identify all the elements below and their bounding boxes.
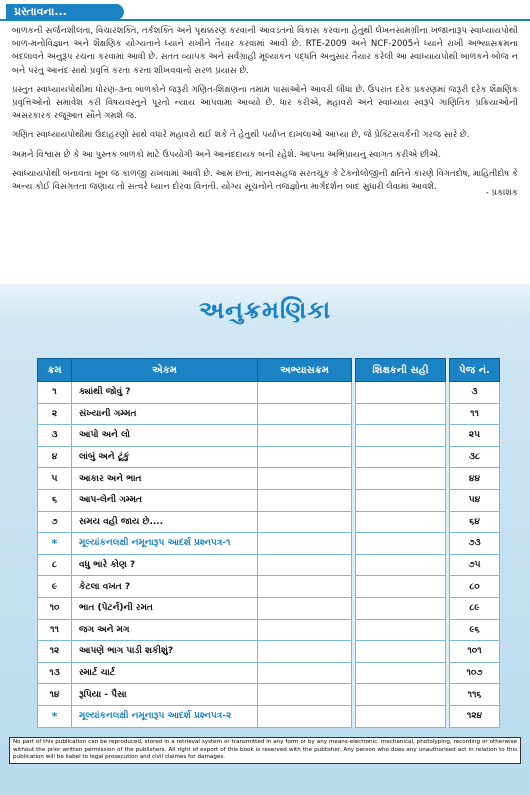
row-syllabus xyxy=(258,576,352,598)
row-teacher-sign xyxy=(356,511,446,533)
row-page-no: ૩૮ xyxy=(450,446,500,468)
table-row xyxy=(38,597,500,619)
row-teacher-sign xyxy=(356,705,446,727)
row-page-no: ૧૧ xyxy=(450,403,500,425)
row-page-no: ૧૦૭ xyxy=(450,662,500,684)
row-syllabus xyxy=(258,597,352,619)
row-number: ૧૩ xyxy=(38,662,72,684)
row-number: ૨ xyxy=(38,403,72,425)
row-unit: આપો અને લો xyxy=(72,425,258,447)
table-row xyxy=(38,619,500,641)
copyright-notice: No part of this publication can be reproduced, stored in a retrieval system or transmitted in any form or by any means-electronic, mechanical, photolyping, recording or otherwise without the prior written permission of the publishers. All right of export of this book is reserved with the publisher. Any person who does any unauthorised act in relation to this publication will be liabel to legal prosecution and civil claimes for damages. xyxy=(9,737,521,764)
row-teacher-sign xyxy=(356,662,446,684)
row-page-no: ૯૬ xyxy=(450,619,500,641)
row-syllabus xyxy=(258,684,352,706)
row-teacher-sign xyxy=(356,684,446,706)
row-page-no: ૬૪ xyxy=(450,511,500,533)
row-unit: સ્માર્ટ ચાર્ટ xyxy=(72,662,258,684)
row-syllabus xyxy=(258,425,352,447)
row-page-no: ૭૫ xyxy=(450,554,500,576)
row-teacher-sign xyxy=(356,576,446,598)
row-syllabus xyxy=(258,705,352,727)
row-number: * xyxy=(38,533,72,555)
row-unit: આપણે ભાગ પાડી શકીશું? xyxy=(72,641,258,663)
row-syllabus xyxy=(258,533,352,555)
header-unit: એકમ xyxy=(72,359,258,382)
row-teacher-sign xyxy=(356,382,446,404)
row-number: ૧૨ xyxy=(38,641,72,663)
row-number: ૧૧ xyxy=(38,619,72,641)
row-teacher-sign xyxy=(356,597,446,619)
row-syllabus xyxy=(258,446,352,468)
row-syllabus xyxy=(258,489,352,511)
preface-paragraph-2: પ્રસ્તુત સ્વાધ્યાયપોથીમાં ધોરણ-૩ના બાળકોને જરૂરી ગણિત-શિક્ષણના તમામ પાસાંઓને આવરી લીધાં છે. ઉપરાંત દરેક પ્રકરણમાં જરૂરી દરેક શૈક્ષણિક પ્રવૃત્તિઓનો સમાવેશ કરી વિષયવસ્તુને પૂરતો ન્યાય આપવામાં આવ્યો છે. ધાર કરીએ, મહાવરો અને સ્વાધ્યાય સ્વરૂપે ગાણિતિક પ્રક્રિયાઓની અસરકારક રજૂઆત સૌને ગમશે જ. xyxy=(12,84,518,122)
row-syllabus xyxy=(258,662,352,684)
table-row xyxy=(38,425,500,447)
row-number: ૩ xyxy=(38,425,72,447)
index-title: અનુક્રમણિકા xyxy=(198,296,332,324)
row-number: * xyxy=(38,705,72,727)
index-body xyxy=(38,382,500,728)
table-row xyxy=(38,662,500,684)
preface-section xyxy=(12,25,518,206)
preface-signature: - પ્રકાશક xyxy=(485,188,518,199)
table-row xyxy=(38,554,500,576)
row-teacher-sign xyxy=(356,468,446,490)
row-unit: મૂલ્યાંકનલક્ષી નમૂનારૂપ આદર્શ પ્રશ્નપત્ર-૧ xyxy=(72,533,258,555)
preface-divider xyxy=(0,19,530,21)
row-teacher-sign xyxy=(356,619,446,641)
header-teacher-sign: શિક્ષકની સહી xyxy=(356,359,446,382)
row-page-no: ૪૪ xyxy=(450,468,500,490)
table-row xyxy=(38,382,500,404)
row-teacher-sign xyxy=(356,446,446,468)
index-table xyxy=(37,358,500,728)
row-syllabus xyxy=(258,403,352,425)
row-unit: લાંબું અને ટૂંકું xyxy=(72,446,258,468)
row-number: ૬ xyxy=(38,489,72,511)
row-number: ૭ xyxy=(38,511,72,533)
table-row xyxy=(38,576,500,598)
row-unit: મૂલ્યાંકનલક્ષી નમૂનારૂપ આદર્શ પ્રશ્નપત્ર-૨ xyxy=(72,705,258,727)
preface-paragraph-4: અમને વિશ્વાસ છે કે આ પુસ્તક બાળકો માટે ઉપયોગી અને આનંદદાયક બની રહેશે. આપના અભિપ્રાયનું સ્વાગત કરીએ છીએ. xyxy=(12,149,441,160)
row-unit: વધુ ભારે કોણ ? xyxy=(72,554,258,576)
table-row xyxy=(38,511,500,533)
row-page-no: ૮૦ xyxy=(450,576,500,598)
row-page-no: ૧૧૬ xyxy=(450,684,500,706)
row-syllabus xyxy=(258,468,352,490)
row-page-no: ૧૦૧ xyxy=(450,641,500,663)
row-page-no: ૩ xyxy=(450,382,500,404)
row-teacher-sign xyxy=(356,641,446,663)
table-row xyxy=(38,705,500,727)
row-unit: કેટલા વખત ? xyxy=(72,576,258,598)
header-page-no: પેજ નં. xyxy=(450,359,500,382)
table-row xyxy=(38,468,500,490)
table-row xyxy=(38,446,500,468)
row-teacher-sign xyxy=(356,403,446,425)
preface-heading: પ્રસ્તાવના... xyxy=(6,4,124,20)
table-row xyxy=(38,684,500,706)
row-syllabus xyxy=(258,554,352,576)
row-page-no: ૫૪ xyxy=(450,489,500,511)
row-syllabus xyxy=(258,511,352,533)
row-unit: આપ-લેની ગમ્મત xyxy=(72,489,258,511)
row-number: ૮ xyxy=(38,554,72,576)
row-teacher-sign xyxy=(356,489,446,511)
header-syllabus: અભ્યાસક્રમ xyxy=(258,359,352,382)
index-table-container xyxy=(37,358,499,728)
row-number: ૪ xyxy=(38,446,72,468)
row-unit: આકાર અને ભાત xyxy=(72,468,258,490)
table-row xyxy=(38,533,500,555)
row-unit: રૂપિયા - પૈસા xyxy=(72,684,258,706)
preface-paragraph-1: બાળકની સર્જનશીલતા, વિચારશક્તિ, તર્કશક્તિ અને પૃથક્કરણ કરવાની આવડતનો વિકાસ કરવાના હેતુથી લેખનસામગ્રીના ખજાનારૂપ સ્વાધ્યાયપોથી બાળ-મનોવિજ્ઞાન અને શૈક્ષણિક યોગ્યતાને ધ્યાને રાખીને તૈયાર કરવામાં આવી છે. RTE-2009 અને NCF-2005ને ધ્યાને રાખી અભ્યાસક્રમના બદલાવને અનુરૂપ રચના કરવામાં આવી છે. સતત વ્યાપક અને સર્વગ્રાહી મૂલ્યાંકન પદ્ધતિ અનુસાર તૈયાર કરેલી આ સ્વાધ્યાયપોથી બાળકને બોજ ન બને પરંતુ આનંદ સાથે પ્રવૃત્તિ કરતા કરતા શીખવવાનો સરળ પ્રયાસ છે. xyxy=(12,26,518,76)
row-number: ૧૦ xyxy=(38,597,72,619)
row-number: ૧ xyxy=(38,382,72,404)
row-teacher-sign xyxy=(356,533,446,555)
preface-paragraph-3: ગણિત સ્વાધ્યાયપોથીમાં ઉદાહરણો સાથે વધારે મહાવરો થઈ શકે તે હેતુથી પર્યાપ્ત દાખલાઓ આપ્યા છે, જે પ્રેક્ટિસવર્કની ગરજ સારે છે. xyxy=(12,130,470,141)
row-unit: સમય વહી જાય છે.... xyxy=(72,511,258,533)
row-syllabus xyxy=(258,641,352,663)
row-unit: ક્યાંથી જોવું ? xyxy=(72,382,258,404)
table-row xyxy=(38,403,500,425)
row-page-no: ૮૯ xyxy=(450,597,500,619)
row-teacher-sign xyxy=(356,425,446,447)
preface-paragraph-5: સ્વાધ્યાયપોથી બનાવતા ખૂબ જ કાળજી રાખવામાં આવી છે. આમ છતાં, માનવસહજ સરતચૂક કે ટેક્નોલોજીની ક્ષતિને કારણે વિગતદોષ, માહિતીદોષ કે અન્ય કોઈ વિસંગતતા જણાય તો સત્વરે ધ્યાન દોરવા વિનંતી. યોગ્ય સૂચનોને તજજ્ઞોના માર્ગદર્શન બાદ સુધારી લેવામાં આવશે. xyxy=(12,168,518,193)
table-row xyxy=(38,641,500,663)
row-number: ૫ xyxy=(38,468,72,490)
row-page-no: ૭૩ xyxy=(450,533,500,555)
row-unit: ભાત (પેટર્ન)ની રમત xyxy=(72,597,258,619)
row-syllabus xyxy=(258,619,352,641)
row-page-no: ૨૫ xyxy=(450,425,500,447)
table-row xyxy=(38,489,500,511)
row-number: ૧૪ xyxy=(38,684,72,706)
row-syllabus xyxy=(258,382,352,404)
row-number: ૯ xyxy=(38,576,72,598)
index-header-row xyxy=(38,359,500,382)
row-teacher-sign xyxy=(356,554,446,576)
row-unit: જગ અને મગ xyxy=(72,619,258,641)
row-unit: સંખ્યાની ગમ્મત xyxy=(72,403,258,425)
header-number: ક્રમ xyxy=(38,359,72,382)
row-page-no: ૧૨૪ xyxy=(450,705,500,727)
